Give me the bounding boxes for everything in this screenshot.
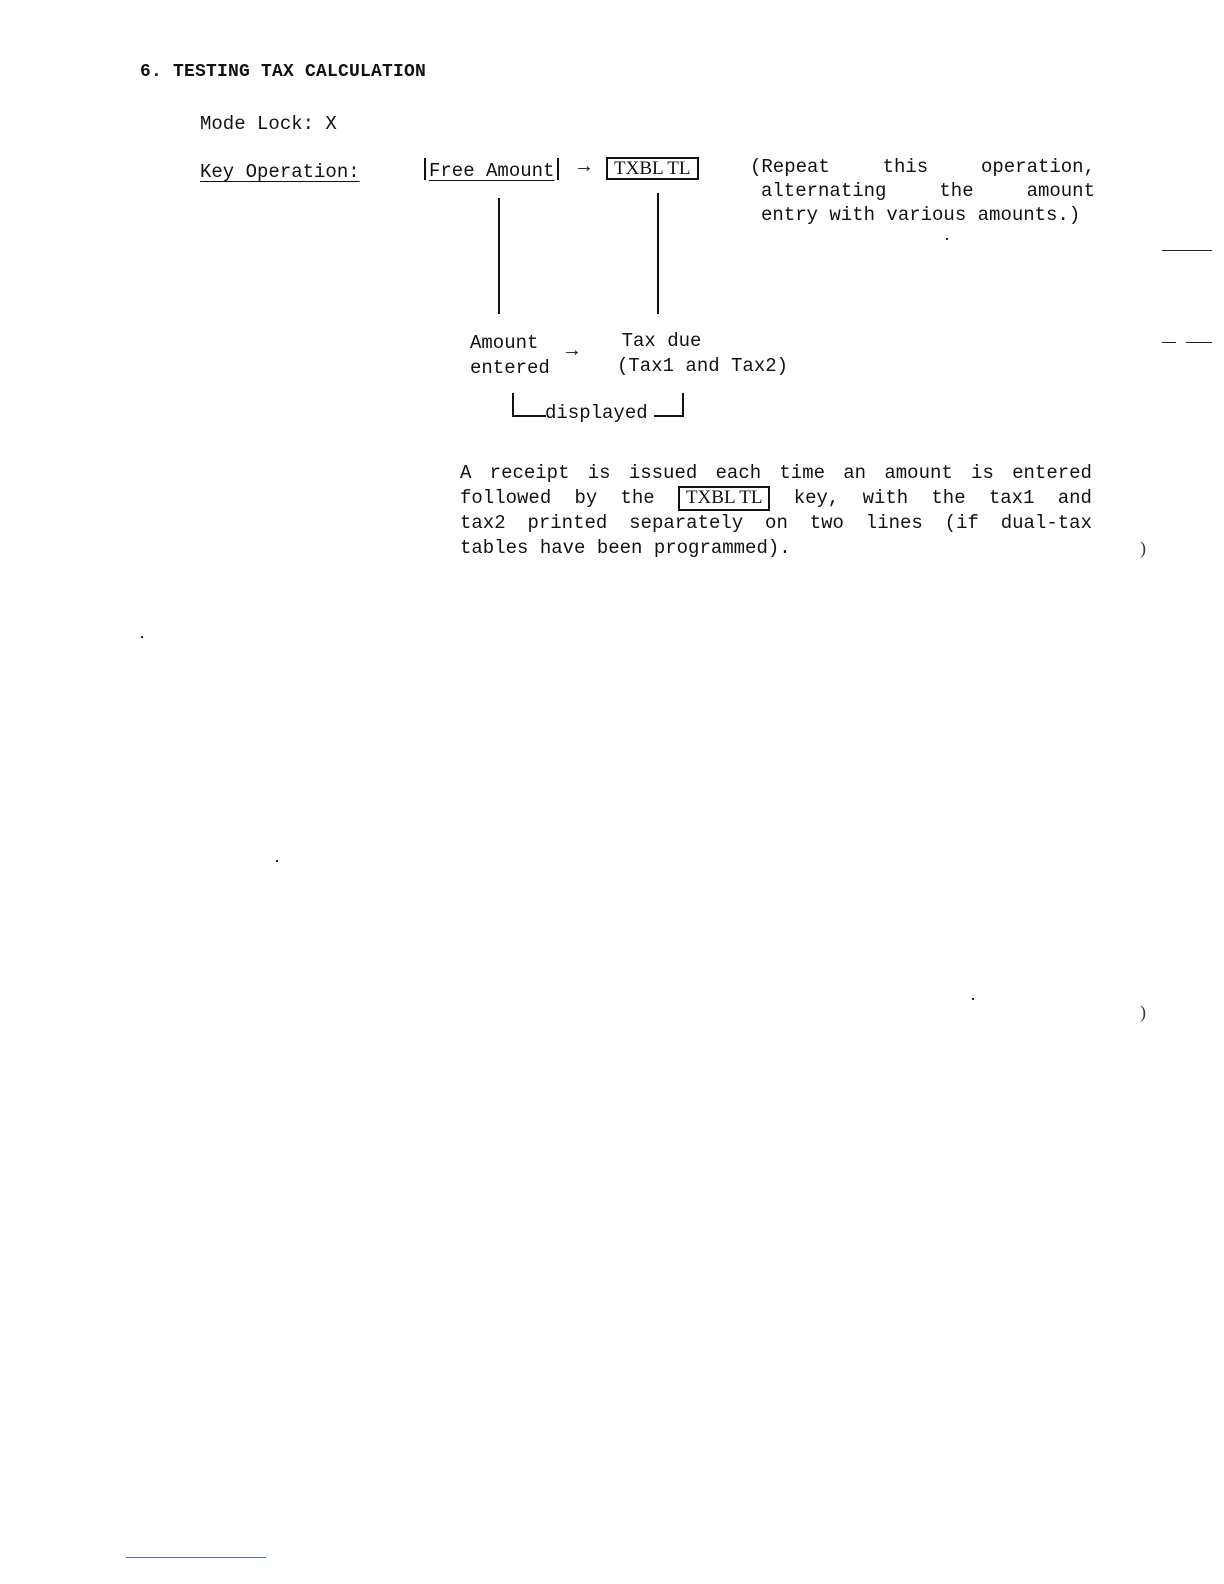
section-title: 6. TESTING TAX CALCULATION bbox=[140, 62, 427, 82]
word: dual-tax bbox=[1000, 512, 1092, 534]
margin-rule-short bbox=[1162, 342, 1176, 343]
word: by bbox=[574, 487, 598, 509]
connector-line-tax bbox=[657, 193, 659, 314]
word: is bbox=[971, 462, 994, 484]
repeat-note bbox=[750, 155, 1095, 227]
note-word: operation, bbox=[980, 156, 1095, 178]
key-operation-label: Key Operation: bbox=[200, 161, 360, 183]
word: an bbox=[843, 462, 867, 484]
arrow-right-icon: → bbox=[578, 156, 591, 179]
receipt-line-2 bbox=[460, 486, 1092, 511]
margin-paren: ) bbox=[1140, 538, 1146, 558]
word: the bbox=[620, 487, 655, 509]
mode-lock-text: Mode Lock: X bbox=[200, 113, 337, 135]
note-word: amount bbox=[1026, 180, 1095, 202]
word: A bbox=[460, 462, 472, 484]
word: on bbox=[765, 512, 788, 534]
word: entered bbox=[1012, 462, 1092, 484]
displayed-label: displayed bbox=[545, 402, 648, 424]
word: separately bbox=[629, 512, 744, 534]
word: (if bbox=[944, 512, 979, 534]
word: is bbox=[587, 462, 611, 484]
word: lines bbox=[865, 512, 923, 534]
txbl-tl-key: TXBL TL bbox=[606, 157, 699, 180]
margin-paren: ) bbox=[1140, 1002, 1146, 1022]
note-line-2 bbox=[750, 179, 1095, 203]
footer-rule bbox=[126, 1557, 266, 1558]
word: amount bbox=[884, 462, 953, 484]
note-word: alternating bbox=[761, 180, 887, 202]
tax-due-line2: (Tax1 and Tax2) bbox=[617, 355, 789, 377]
speck bbox=[141, 636, 143, 638]
note-word: the bbox=[939, 180, 974, 202]
note-line-3: entry with various amounts.) bbox=[761, 204, 1081, 226]
word: followed bbox=[460, 487, 552, 509]
amount-entered-line1: Amount bbox=[470, 332, 539, 354]
free-amount-label: Free Amount bbox=[429, 160, 555, 182]
word: tax1 bbox=[988, 487, 1035, 509]
word: tax2 bbox=[460, 512, 506, 534]
speck bbox=[972, 998, 974, 1000]
amount-entered-label bbox=[470, 331, 550, 381]
tax-due-line1: Tax due bbox=[621, 330, 702, 352]
note-line-1 bbox=[750, 155, 1095, 179]
margin-rule bbox=[1186, 342, 1212, 343]
word: the bbox=[931, 487, 966, 509]
word: and bbox=[1057, 487, 1092, 509]
word: two bbox=[809, 512, 844, 534]
receipt-line-4: tables have been programmed). bbox=[460, 537, 791, 559]
right-bar bbox=[557, 158, 559, 180]
receipt-line-1 bbox=[460, 461, 1092, 486]
receipt-paragraph bbox=[460, 461, 1092, 561]
bracket-left bbox=[512, 393, 546, 417]
free-amount-entry bbox=[424, 158, 559, 182]
word: printed bbox=[527, 512, 608, 534]
note-word: (Repeat bbox=[750, 156, 830, 178]
speck bbox=[276, 860, 278, 862]
note-word: this bbox=[882, 156, 929, 178]
arrow-right-icon: → bbox=[566, 340, 579, 363]
amount-entered-line2: entered bbox=[470, 357, 550, 379]
txbl-tl-key-inline: TXBL TL bbox=[678, 486, 771, 511]
receipt-line-3 bbox=[460, 511, 1092, 536]
tax-due-label bbox=[617, 329, 788, 379]
word: key, bbox=[793, 487, 840, 509]
word: with bbox=[862, 487, 909, 509]
word: each bbox=[715, 462, 762, 484]
connector-line-amount bbox=[498, 198, 500, 314]
bracket-right bbox=[654, 393, 684, 417]
word: time bbox=[779, 462, 826, 484]
speck bbox=[946, 238, 948, 240]
margin-rule bbox=[1162, 250, 1212, 251]
word: receipt bbox=[489, 462, 570, 484]
word: issued bbox=[628, 462, 698, 484]
